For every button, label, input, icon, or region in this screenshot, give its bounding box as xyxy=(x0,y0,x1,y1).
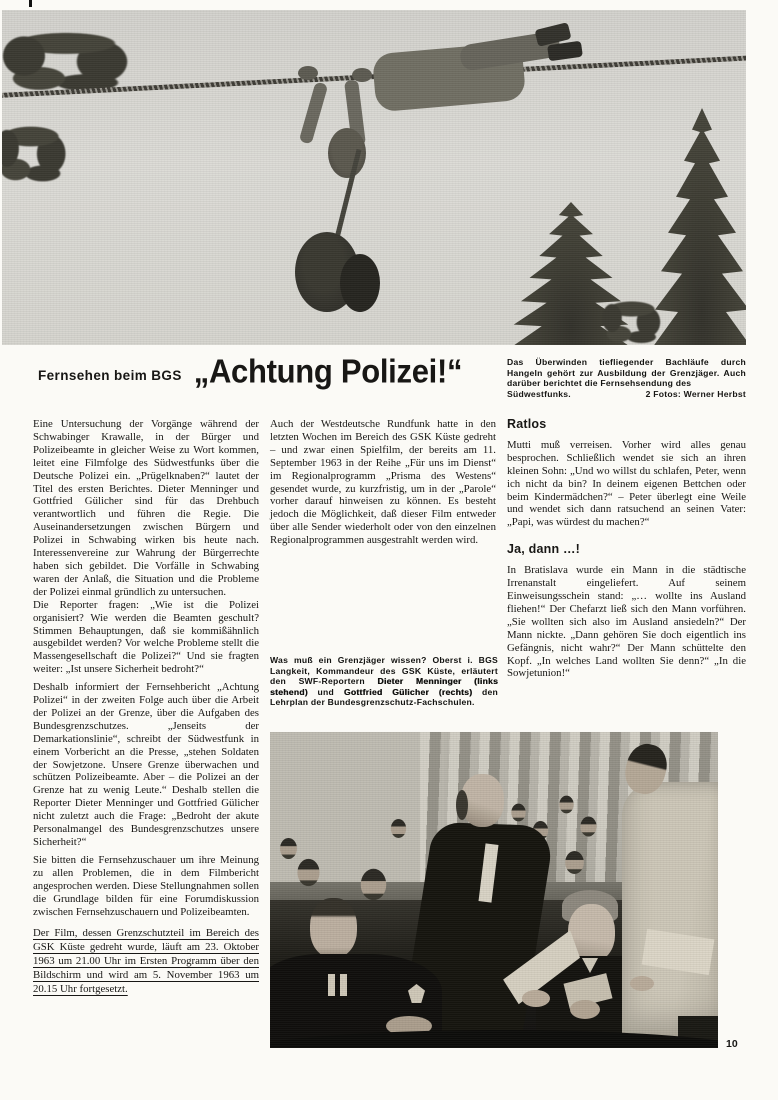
paragraph: Die Reporter fragen: „Wie ist die Polizei organisiert? Wie werden die Beamten geschult? Stimmen Behauptungen, daß sie kommißähnlich ausgebildet werden? Vor welche Probleme stellt die Massengesellschaft die Polizei?“ Und sie fragten weiter: „Ist unsere Sicherheit bedroht?“ xyxy=(33,598,259,676)
climber-arm-left xyxy=(299,81,329,144)
top-photo-rope-traverse xyxy=(2,10,746,345)
hand xyxy=(570,1000,600,1019)
paragraph: Mutti muß verreisen. Vorher wird alles genau besprochen. Schließlich wendet sie sich an ihren kleinen Sohn: „Und wo willst du schlafen, Peter, wenn ich nicht da bin? In deinem eigenen Bettchen oder beim Kindermädchen?“ – Peter überlegt eine Weile und wendet sich dann ratsuchend an seinen Vater: „Papi, was würdest du machen?“ xyxy=(507,438,746,529)
caption-name-menninger: Dieter Menninger (links stehend) xyxy=(270,676,499,697)
top-photo-caption-text: Das Überwinden tiefliegender Bachläufe durch Hangeln gehört zur Ausbildung der Grenzjäger. Auch darüber berichtet die Fernsehsendung des xyxy=(507,357,746,389)
hanging-pack-small xyxy=(340,254,380,312)
paragraph: Deshalb informiert der Fernsehbericht „Achtung Polizei“ in der zweiten Folge auch über die Arbeit der Polizei an der Grenze, über die Aufgaben des Bundesgrenzschutzes. „Jenseits der Demarkationslinie“, schreibt der Südwestfunk in einem Vorbericht an die Presse, „stehen Soldaten der Sowjetzone. Unsere Grenze überwachen und schützen Polizeibeamte. Aber – die Polizei an der Grenze hat zu wenig Leute.“ Deshalb stellen die Reporter Dieter Menninger und Gottfried Gülicher nicht zuletzt auch die Frage: „Bedroht der akute Personalmangel des Bundesgrenzschutzes unsere Sicherheit?“ xyxy=(33,681,259,848)
cadet-head xyxy=(280,838,297,859)
headline-kicker: Fernsehen beim BGS xyxy=(38,368,182,383)
bottom-photo-caption xyxy=(270,655,498,708)
climber-boot-right xyxy=(547,41,583,62)
top-photo-caption-lastline xyxy=(507,389,746,400)
photo-credit: 2 Fotos: Werner Herbst xyxy=(645,388,746,399)
figure-seated-cadet-head xyxy=(310,898,357,958)
cadet-collar-tab xyxy=(328,974,335,996)
section-heading-ja-dann: Ja, dann …! xyxy=(507,542,581,557)
article-column-1 xyxy=(33,418,259,996)
cadet-head xyxy=(580,817,596,837)
bottom-photo-classroom xyxy=(270,732,718,1048)
cadet-head xyxy=(511,804,525,822)
foliage-mid-left xyxy=(2,122,75,188)
paragraph: Auch der Westdeutsche Rundfunk hatte in den letzten Wochen im Bereich des GSK Küste gedreht – und zwar einen Spielfilm, der bereits am 11. September 1963 in der Reihe „Für uns im Dienst“ im Regionalprogramm „Prisma des Westens“ gesendet wurde, zu kurzfristig, um in der „Parole“ vorher darauf hinweisen zu können. Es besteht jedoch die Möglichkeit, daß dieser Film entweder über alle Sender wiederholt oder von den einzelnen Regionalprogrammen ausgestrahlt werden wird. xyxy=(270,418,496,547)
cadet-head xyxy=(559,796,573,814)
climber-hand-left xyxy=(298,66,318,80)
article-column-2 xyxy=(270,418,496,547)
photo-wall xyxy=(270,732,445,882)
paragraph: In Bratislava wurde ein Mann in die städtische Irrenanstalt eingeliefert. Auf seinem Einweisungsschein stand: „… wollte ins Ausland fliehen!“ Der Chefarzt ließ sich den Mann vorführen. „Sie wollten sich also im Ausland ansiedeln?“ Der Mann nickte. „Dann gehören Sie doch eigentlich ins Gefängnis, nicht wahr?“ Der Mann schüttelte den Kopf. „In welches Land wollten Sie denn?“ „In die Sowjetunion!“ xyxy=(507,564,746,680)
cadet-head xyxy=(297,859,319,886)
cadet-head xyxy=(361,869,387,901)
caption-text: Was muß ein Grenzjäger wissen? Oberst i. BGS Langkeit, Kommandeur des GSK Küste, erläutert den SWF-Reportern xyxy=(270,655,498,687)
page-title: „Achtung Polizei!“ xyxy=(193,352,463,391)
headline-row xyxy=(38,352,463,391)
cadet-collar-tab xyxy=(340,974,347,996)
figure-suit-man-hair xyxy=(456,790,468,820)
top-photo-caption-tail: Südwestfunks. xyxy=(507,388,571,399)
paragraph: Eine Untersuchung der Vorgänge während der Schwabinger Krawalle, in der Bürger und Polizeibeamte in gleicher Weise zu Wort kommen, leitet eine Filmfolge des Südwestfunks über die Deutsche Polizei ein. „Prügelknaben?“ lautet der Titel des ersten Berichtes. Dieter Menninger und Gottfried Gülicher sind für das Drehbuch verantwortlich und führen die Regie. Die Auseinandersetzungen zwischen Bürgern und Polizei in Schwabing wirken bis heute nach. Interessenvereine zur Wahrung der Bürgerrechte haben sich gebildet. Die Vorfälle in Schwabing waren der Anlaß, die Situation und die Probleme der Polizei einmal gründlich zu untersuchen. xyxy=(33,418,259,598)
paragraph: Sie bitten die Fernsehzuschauer um ihre Meinung zu allen Problemen, die in dem Filmbericht angesprochen werden. Diese Stellungnahmen sollen die Grundlage bilden für eine Forumdiskussion zwischen Fernsehzuschauern und Polizeibeamten. xyxy=(33,853,259,918)
broadcast-schedule-paragraph: Der Film, dessen Grenzschutzteil im Bereich des GSK Küste gedreht wurde, läuft am 23. Oktober 1963 um 21.00 Uhr im Ersten Programm über den Bildschirm und wird am 5. November 1963 um 20.15 Uhr fortgesetzt. xyxy=(33,927,259,996)
climber-hand-right xyxy=(352,68,372,82)
caption-name-guelicher: Gottfried Gülicher (rechts) xyxy=(343,686,473,697)
article-column-3 xyxy=(507,418,746,680)
foliage-bottom-right xyxy=(598,298,668,345)
cadet-head xyxy=(565,851,584,874)
print-registration-mark xyxy=(29,0,32,7)
section-heading-ratlos: Ratlos xyxy=(507,417,547,431)
hand xyxy=(522,990,550,1007)
caption-text: und xyxy=(307,686,344,697)
figure-reporter-coat xyxy=(622,782,718,1048)
hand xyxy=(630,976,654,991)
top-photo-caption xyxy=(507,357,746,399)
cadet-head xyxy=(391,819,406,838)
page-number: 10 xyxy=(726,1038,738,1050)
caption-text: den Lehrplan der Bundesgrenzschutz-Fachschulen. xyxy=(270,686,498,708)
